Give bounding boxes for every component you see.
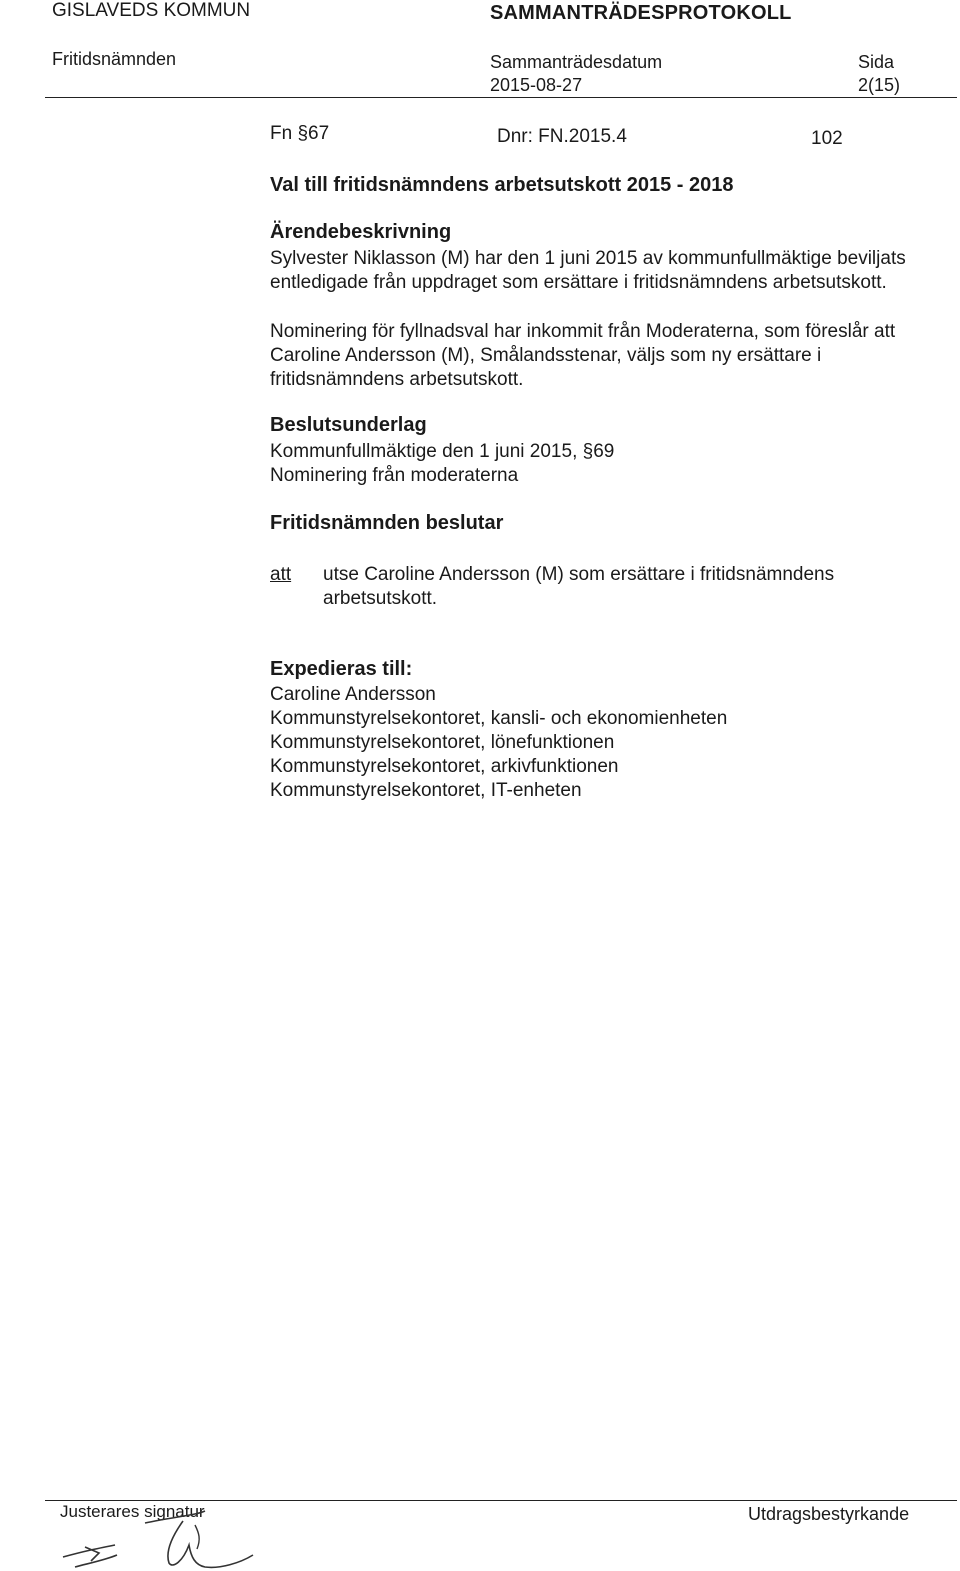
att-label: att [270,564,292,585]
text-line: Sylvester Niklasson (M) har den 1 juni 2015 av kommunfullmäktige beviljats [270,248,906,269]
organization-name: GISLAVEDS KOMMUN [52,0,251,21]
header-divider [45,97,957,98]
distribution-heading: Expedieras till: [270,658,413,680]
distribution-list [270,683,727,803]
case-number: 102 [811,128,843,149]
text-line: utse Caroline Andersson (M) som ersättare i fritidsnämndens [323,564,835,585]
case-title: Val till fritidsnämndens arbetsutskott 2015 - 2018 [270,174,734,196]
list-item: Caroline Andersson [270,684,436,705]
signature-label: Justerares signatur [60,1502,205,1521]
paragraph-number: Fn §67 [270,123,330,144]
description-heading: Ärendebeskrivning [270,221,452,243]
decision-heading: Fritidsnämnden beslutar [270,512,504,534]
text-line: fritidsnämndens arbetsutskott. [270,369,524,390]
list-item: Kommunfullmäktige den 1 juni 2015, §69 [270,441,615,462]
page-label: Sida [858,52,895,72]
handwritten-signature-icon [55,1505,255,1571]
list-item: Kommunstyrelsekontoret, arkivfunktionen [270,756,619,777]
basis-list [270,440,614,488]
certification-label: Utdragsbestyrkande [748,1504,910,1524]
meeting-date-value: 2015-08-27 [490,75,583,95]
list-item: Kommunstyrelsekontoret, IT-enheten [270,780,582,801]
list-item: Kommunstyrelsekontoret, kansli- och ekonomienheten [270,708,728,729]
description-paragraph-1 [270,247,906,295]
list-item: Kommunstyrelsekontoret, lönefunktionen [270,732,615,753]
text-line: Caroline Andersson (M), Smålandsstenar, väljs som ny ersättare i [270,345,822,366]
document-type: SAMMANTRÄDESPROTOKOLL [490,2,792,24]
footer-divider [45,1500,957,1501]
meeting-date-label: Sammanträdesdatum [490,52,663,72]
text-line: arbetsutskott. [323,588,438,609]
list-item: Nominering från moderaterna [270,465,519,486]
description-paragraph-2 [270,320,895,392]
diary-number: Dnr: FN.2015.4 [497,126,627,147]
page-number: 2(15) [858,75,901,95]
committee-name: Fritidsnämnden [52,49,177,69]
decision-text [323,563,834,611]
basis-heading: Beslutsunderlag [270,414,427,436]
text-line: Nominering för fyllnadsval har inkommit från Moderaterna, som föreslår att [270,321,896,342]
text-line: entledigade från uppdraget som ersättare i fritidsnämndens arbetsutskott. [270,272,887,293]
